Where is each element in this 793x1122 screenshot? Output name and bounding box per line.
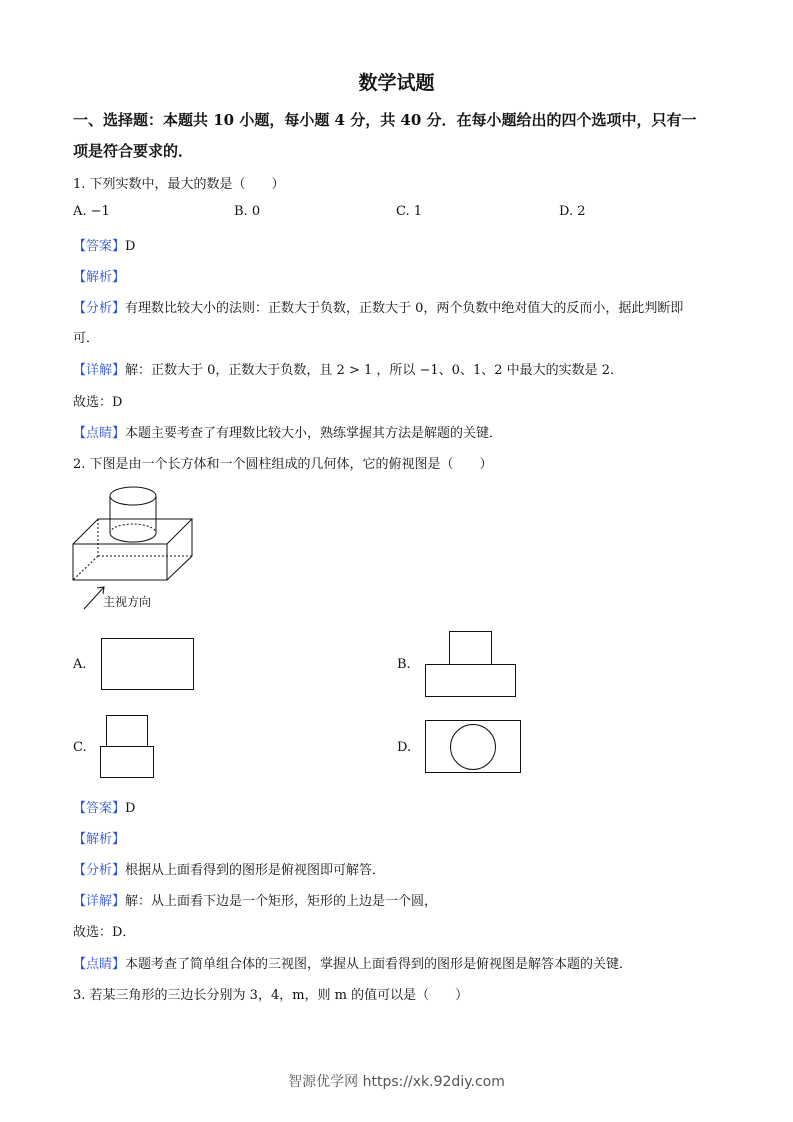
cuboid-top-face <box>73 519 192 544</box>
q1-analysis-tag: 【解析】 <box>73 270 126 285</box>
xiangjie-tag: 【详解】 <box>73 363 126 378</box>
q2-dianjing-text: 本题考查了简单组合体的三视图，掌握从上面看得到的图形是俯视图是解答本题的关键． <box>125 957 633 972</box>
q1-fenxi-text: 有理数比较大小的法则：正数大于负数，正数大于 0，两个负数中绝对值大的反而小，据此判断即 <box>125 301 684 316</box>
q1-dianjing-text: 本题主要考查了有理数比较大小，熟练掌握其方法是解题的关键． <box>125 426 503 441</box>
q1-stem: 1. 下列实数中，最大的数是（ ） <box>73 177 285 192</box>
q1-answer: D <box>125 239 136 254</box>
page-title: 数学试题 <box>358 72 435 94</box>
q2-dianjing-line <box>73 953 632 972</box>
cuboid-front-face <box>73 544 167 580</box>
q1-option-b: B. 0 <box>234 204 261 219</box>
q1-dianjing-line <box>73 422 502 441</box>
xiangjie-tag: 【详解】 <box>73 894 126 909</box>
q1-option-d: D. 2 <box>559 204 586 219</box>
q2-stem: 2. 下图是由一个长方体和一个圆柱组成的几何体，它的俯视图是（ ） <box>73 457 493 472</box>
q2-option-d-circle <box>450 724 496 770</box>
dianjing-tag: 【点睛】 <box>73 426 126 441</box>
section-heading-line1: 一、选择题：本题共 10 小题，每小题 4 分，共 40 分．在每小题给出的四个选项中，只有一 <box>73 111 697 129</box>
q1-option-a: A. −1 <box>73 204 110 219</box>
q2-option-c-small-rect <box>106 715 148 747</box>
q1-answer-line <box>73 235 135 254</box>
q3-stem: 3. 若某三角形的三边长分别为 3，4，m，则 m 的值可以是（ ） <box>73 988 469 1003</box>
view-direction-label: 主视方向 <box>103 595 152 609</box>
q2-option-d-label: D. <box>397 740 412 755</box>
fenxi-tag: 【分析】 <box>73 301 126 316</box>
fenxi-tag: 【分析】 <box>73 863 126 878</box>
view-direction-arrow <box>84 587 104 609</box>
q2-fenxi-line <box>73 859 385 878</box>
q1-xiangjie-text: 解：正数大于 0，正数大于负数，且 2 > 1 ，所以 −1、0、1、2 中最大的实数是 2． <box>125 363 624 378</box>
q1-fenxi-line2: 可． <box>73 331 100 346</box>
q2-xiangjie-text: 解：从上面看下边是一个矩形，矩形的上边是一个圆， <box>125 894 438 909</box>
q2-xiangjie-line <box>73 890 437 909</box>
answer-tag: 【答案】 <box>73 239 126 254</box>
cuboid-hidden-edges <box>73 519 192 580</box>
q2-option-a-label: A. <box>73 657 87 672</box>
q2-analysis-tag: 【解析】 <box>73 832 126 847</box>
cylinder-bottom-back <box>110 524 156 533</box>
cylinder-bottom-front <box>110 533 156 542</box>
q1-fenxi-line1 <box>73 297 683 316</box>
cylinder-top <box>110 487 156 505</box>
q1-option-c: C. 1 <box>396 204 423 219</box>
q2-answer-line <box>73 797 135 816</box>
footer-watermark[interactable]: 智源优学网 https://xk.92diy.com <box>288 1074 505 1090</box>
q2-option-a-rectangle <box>101 638 194 690</box>
q2-fenxi-text: 根据从上面看得到的图形是俯视图即可解答． <box>125 863 386 878</box>
q2-option-c-label: C. <box>73 740 87 755</box>
q2-option-b-large-rect <box>425 664 516 697</box>
q2-guxuan: 故选：D． <box>73 925 136 940</box>
answer-tag: 【答案】 <box>73 801 126 816</box>
q1-xiangjie-line <box>73 359 623 378</box>
q1-guxuan: 故选：D <box>73 395 123 410</box>
cuboid-right-face <box>167 519 192 580</box>
q2-option-c-large-rect <box>100 746 154 778</box>
q2-option-b-label: B. <box>397 657 411 672</box>
q2-answer: D <box>125 801 136 816</box>
section-heading-line2: 项是符合要求的． <box>73 142 194 160</box>
q2-option-b-small-rect <box>449 631 492 665</box>
dianjing-tag: 【点睛】 <box>73 957 126 972</box>
